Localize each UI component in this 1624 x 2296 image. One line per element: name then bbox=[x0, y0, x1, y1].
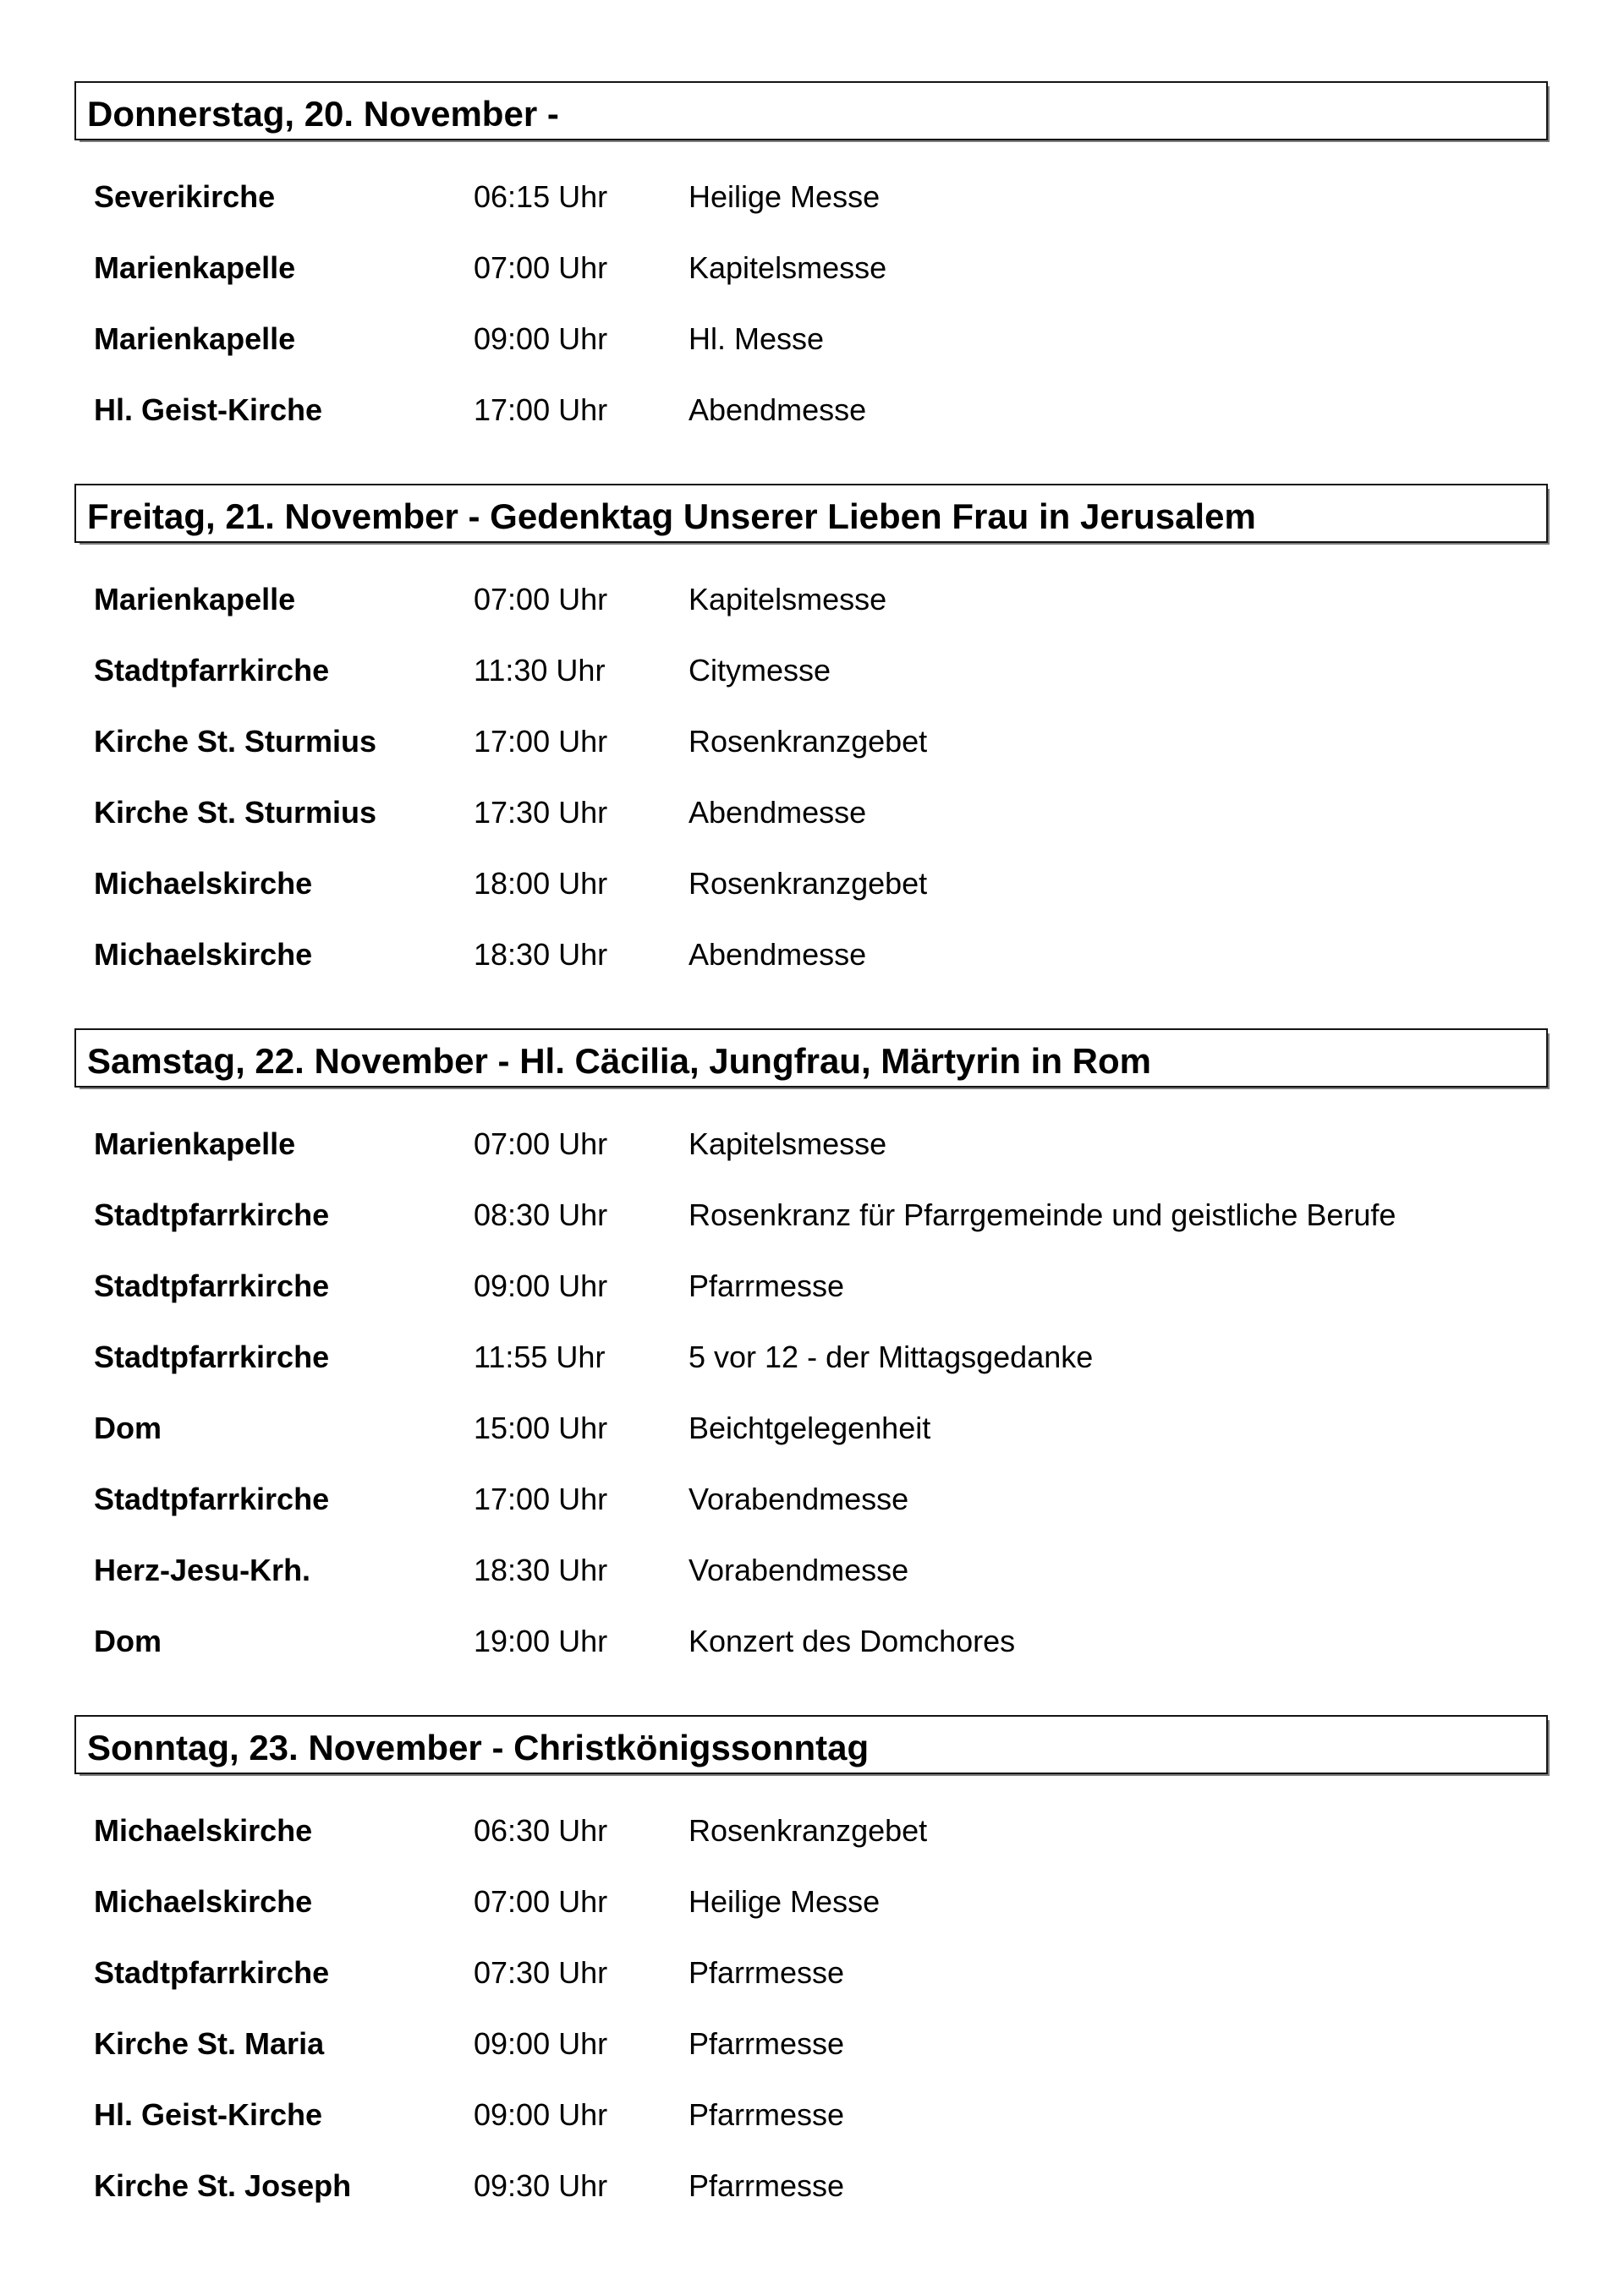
service-location: Kirche St. Sturmius bbox=[94, 724, 377, 759]
service-time: 06:30 Uhr bbox=[474, 1813, 608, 1849]
service-rows bbox=[74, 1795, 1548, 2222]
day-section bbox=[74, 484, 1548, 990]
service-event: Rosenkranzgebet bbox=[689, 866, 928, 901]
day-header-title: Sonntag, 23. November - Christkönigssonntag bbox=[87, 1728, 870, 1767]
day-section bbox=[74, 81, 1548, 446]
service-row bbox=[74, 1109, 1548, 1180]
service-event: Kapitelsmesse bbox=[689, 1126, 887, 1162]
service-time: 18:30 Uhr bbox=[474, 1553, 608, 1588]
service-location: Marienkapelle bbox=[94, 1126, 296, 1162]
service-row bbox=[74, 1535, 1548, 1606]
day-header-title: Donnerstag, 20. November - bbox=[87, 94, 559, 134]
schedule-content bbox=[74, 81, 1548, 2222]
service-row bbox=[74, 1322, 1548, 1393]
service-time: 18:00 Uhr bbox=[474, 866, 608, 901]
service-location: Dom bbox=[94, 1411, 162, 1446]
service-location: Stadtpfarrkirche bbox=[94, 1269, 330, 1304]
service-location: Marienkapelle bbox=[94, 250, 296, 286]
service-location: Herz-Jesu-Krh. bbox=[94, 1553, 311, 1588]
service-time: 07:00 Uhr bbox=[474, 1126, 608, 1162]
service-row bbox=[74, 162, 1548, 233]
service-time: 17:00 Uhr bbox=[474, 724, 608, 759]
service-location: Kirche St. Sturmius bbox=[94, 795, 377, 830]
service-row bbox=[74, 919, 1548, 990]
service-time: 11:30 Uhr bbox=[474, 653, 606, 688]
service-event: Abendmesse bbox=[689, 392, 867, 428]
service-event: Rosenkranzgebet bbox=[689, 1813, 928, 1849]
service-time: 09:00 Uhr bbox=[474, 1269, 608, 1304]
service-event: Rosenkranzgebet bbox=[689, 724, 928, 759]
service-location: Michaelskirche bbox=[94, 937, 313, 973]
service-location: Kirche St. Maria bbox=[94, 2026, 325, 2062]
service-time: 17:00 Uhr bbox=[474, 392, 608, 428]
service-time: 07:00 Uhr bbox=[474, 1884, 608, 1920]
service-event: Pfarrmesse bbox=[689, 2097, 845, 2133]
service-location: Michaelskirche bbox=[94, 866, 313, 901]
day-header-title: Freitag, 21. November - Gedenktag Unserer Lieben Frau in Jerusalem bbox=[87, 496, 1256, 536]
service-row bbox=[74, 635, 1548, 706]
service-rows bbox=[74, 1109, 1548, 1677]
day-header-box bbox=[74, 1715, 1548, 1774]
service-time: 09:00 Uhr bbox=[474, 2097, 608, 2133]
service-location: Dom bbox=[94, 1624, 162, 1659]
service-event: Pfarrmesse bbox=[689, 1955, 845, 1991]
service-row bbox=[74, 564, 1548, 635]
service-location: Stadtpfarrkirche bbox=[94, 653, 330, 688]
service-event: Vorabendmesse bbox=[689, 1553, 909, 1588]
day-header-box bbox=[74, 1028, 1548, 1088]
service-event: Heilige Messe bbox=[689, 179, 881, 215]
service-row bbox=[74, 1937, 1548, 2008]
service-row bbox=[74, 2008, 1548, 2080]
day-header-title: Samstag, 22. November - Hl. Cäcilia, Jungfrau, Märtyrin in Rom bbox=[87, 1041, 1151, 1081]
service-location: Stadtpfarrkirche bbox=[94, 1482, 330, 1517]
service-row bbox=[74, 706, 1548, 777]
service-row bbox=[74, 2151, 1548, 2222]
service-event: Vorabendmesse bbox=[689, 1482, 909, 1517]
service-time: 07:00 Uhr bbox=[474, 250, 608, 286]
service-row bbox=[74, 1866, 1548, 1937]
service-location: Michaelskirche bbox=[94, 1884, 313, 1920]
service-time: 15:00 Uhr bbox=[474, 1411, 608, 1446]
service-location: Stadtpfarrkirche bbox=[94, 1197, 330, 1233]
service-row bbox=[74, 375, 1548, 446]
service-rows bbox=[74, 162, 1548, 446]
service-location: Marienkapelle bbox=[94, 321, 296, 357]
service-event: Hl. Messe bbox=[689, 321, 825, 357]
service-time: 08:30 Uhr bbox=[474, 1197, 608, 1233]
service-location: Stadtpfarrkirche bbox=[94, 1340, 330, 1375]
service-event: Abendmesse bbox=[689, 937, 867, 973]
service-time: 09:30 Uhr bbox=[474, 2168, 608, 2204]
service-row bbox=[74, 233, 1548, 304]
service-event: 5 vor 12 - der Mittagsgedanke bbox=[689, 1340, 1094, 1375]
service-row bbox=[74, 1251, 1548, 1322]
service-time: 17:00 Uhr bbox=[474, 1482, 608, 1517]
service-time: 18:30 Uhr bbox=[474, 937, 608, 973]
service-time: 09:00 Uhr bbox=[474, 2026, 608, 2062]
service-event: Abendmesse bbox=[689, 795, 867, 830]
service-event: Rosenkranz für Pfarrgemeinde und geistliche Berufe bbox=[689, 1197, 1396, 1233]
day-header-box bbox=[74, 484, 1548, 543]
service-location: Hl. Geist-Kirche bbox=[94, 2097, 323, 2133]
service-row bbox=[74, 1180, 1548, 1251]
service-event: Pfarrmesse bbox=[689, 2026, 845, 2062]
service-row bbox=[74, 1464, 1548, 1535]
service-location: Kirche St. Joseph bbox=[94, 2168, 352, 2204]
service-time: 06:15 Uhr bbox=[474, 179, 608, 215]
service-location: Marienkapelle bbox=[94, 582, 296, 617]
service-row bbox=[74, 2080, 1548, 2151]
service-time: 17:30 Uhr bbox=[474, 795, 608, 830]
service-time: 09:00 Uhr bbox=[474, 321, 608, 357]
service-event: Konzert des Domchores bbox=[689, 1624, 1016, 1659]
day-section bbox=[74, 1715, 1548, 2222]
service-location: Severikirche bbox=[94, 179, 276, 215]
day-header-box bbox=[74, 81, 1548, 140]
service-row bbox=[74, 1795, 1548, 1866]
service-event: Citymesse bbox=[689, 653, 831, 688]
service-location: Stadtpfarrkirche bbox=[94, 1955, 330, 1991]
service-time: 07:30 Uhr bbox=[474, 1955, 608, 1991]
service-location: Michaelskirche bbox=[94, 1813, 313, 1849]
service-row bbox=[74, 304, 1548, 375]
service-event: Kapitelsmesse bbox=[689, 250, 887, 286]
day-section bbox=[74, 1028, 1548, 1677]
service-row bbox=[74, 1393, 1548, 1464]
service-row bbox=[74, 777, 1548, 848]
service-location: Hl. Geist-Kirche bbox=[94, 392, 323, 428]
service-row bbox=[74, 1606, 1548, 1677]
service-time: 07:00 Uhr bbox=[474, 582, 608, 617]
service-event: Kapitelsmesse bbox=[689, 582, 887, 617]
service-event: Pfarrmesse bbox=[689, 1269, 845, 1304]
service-event: Beichtgelegenheit bbox=[689, 1411, 931, 1446]
service-time: 11:55 Uhr bbox=[474, 1340, 606, 1375]
service-row bbox=[74, 848, 1548, 919]
service-event: Pfarrmesse bbox=[689, 2168, 845, 2204]
service-rows bbox=[74, 564, 1548, 990]
service-time: 19:00 Uhr bbox=[474, 1624, 608, 1659]
service-event: Heilige Messe bbox=[689, 1884, 881, 1920]
